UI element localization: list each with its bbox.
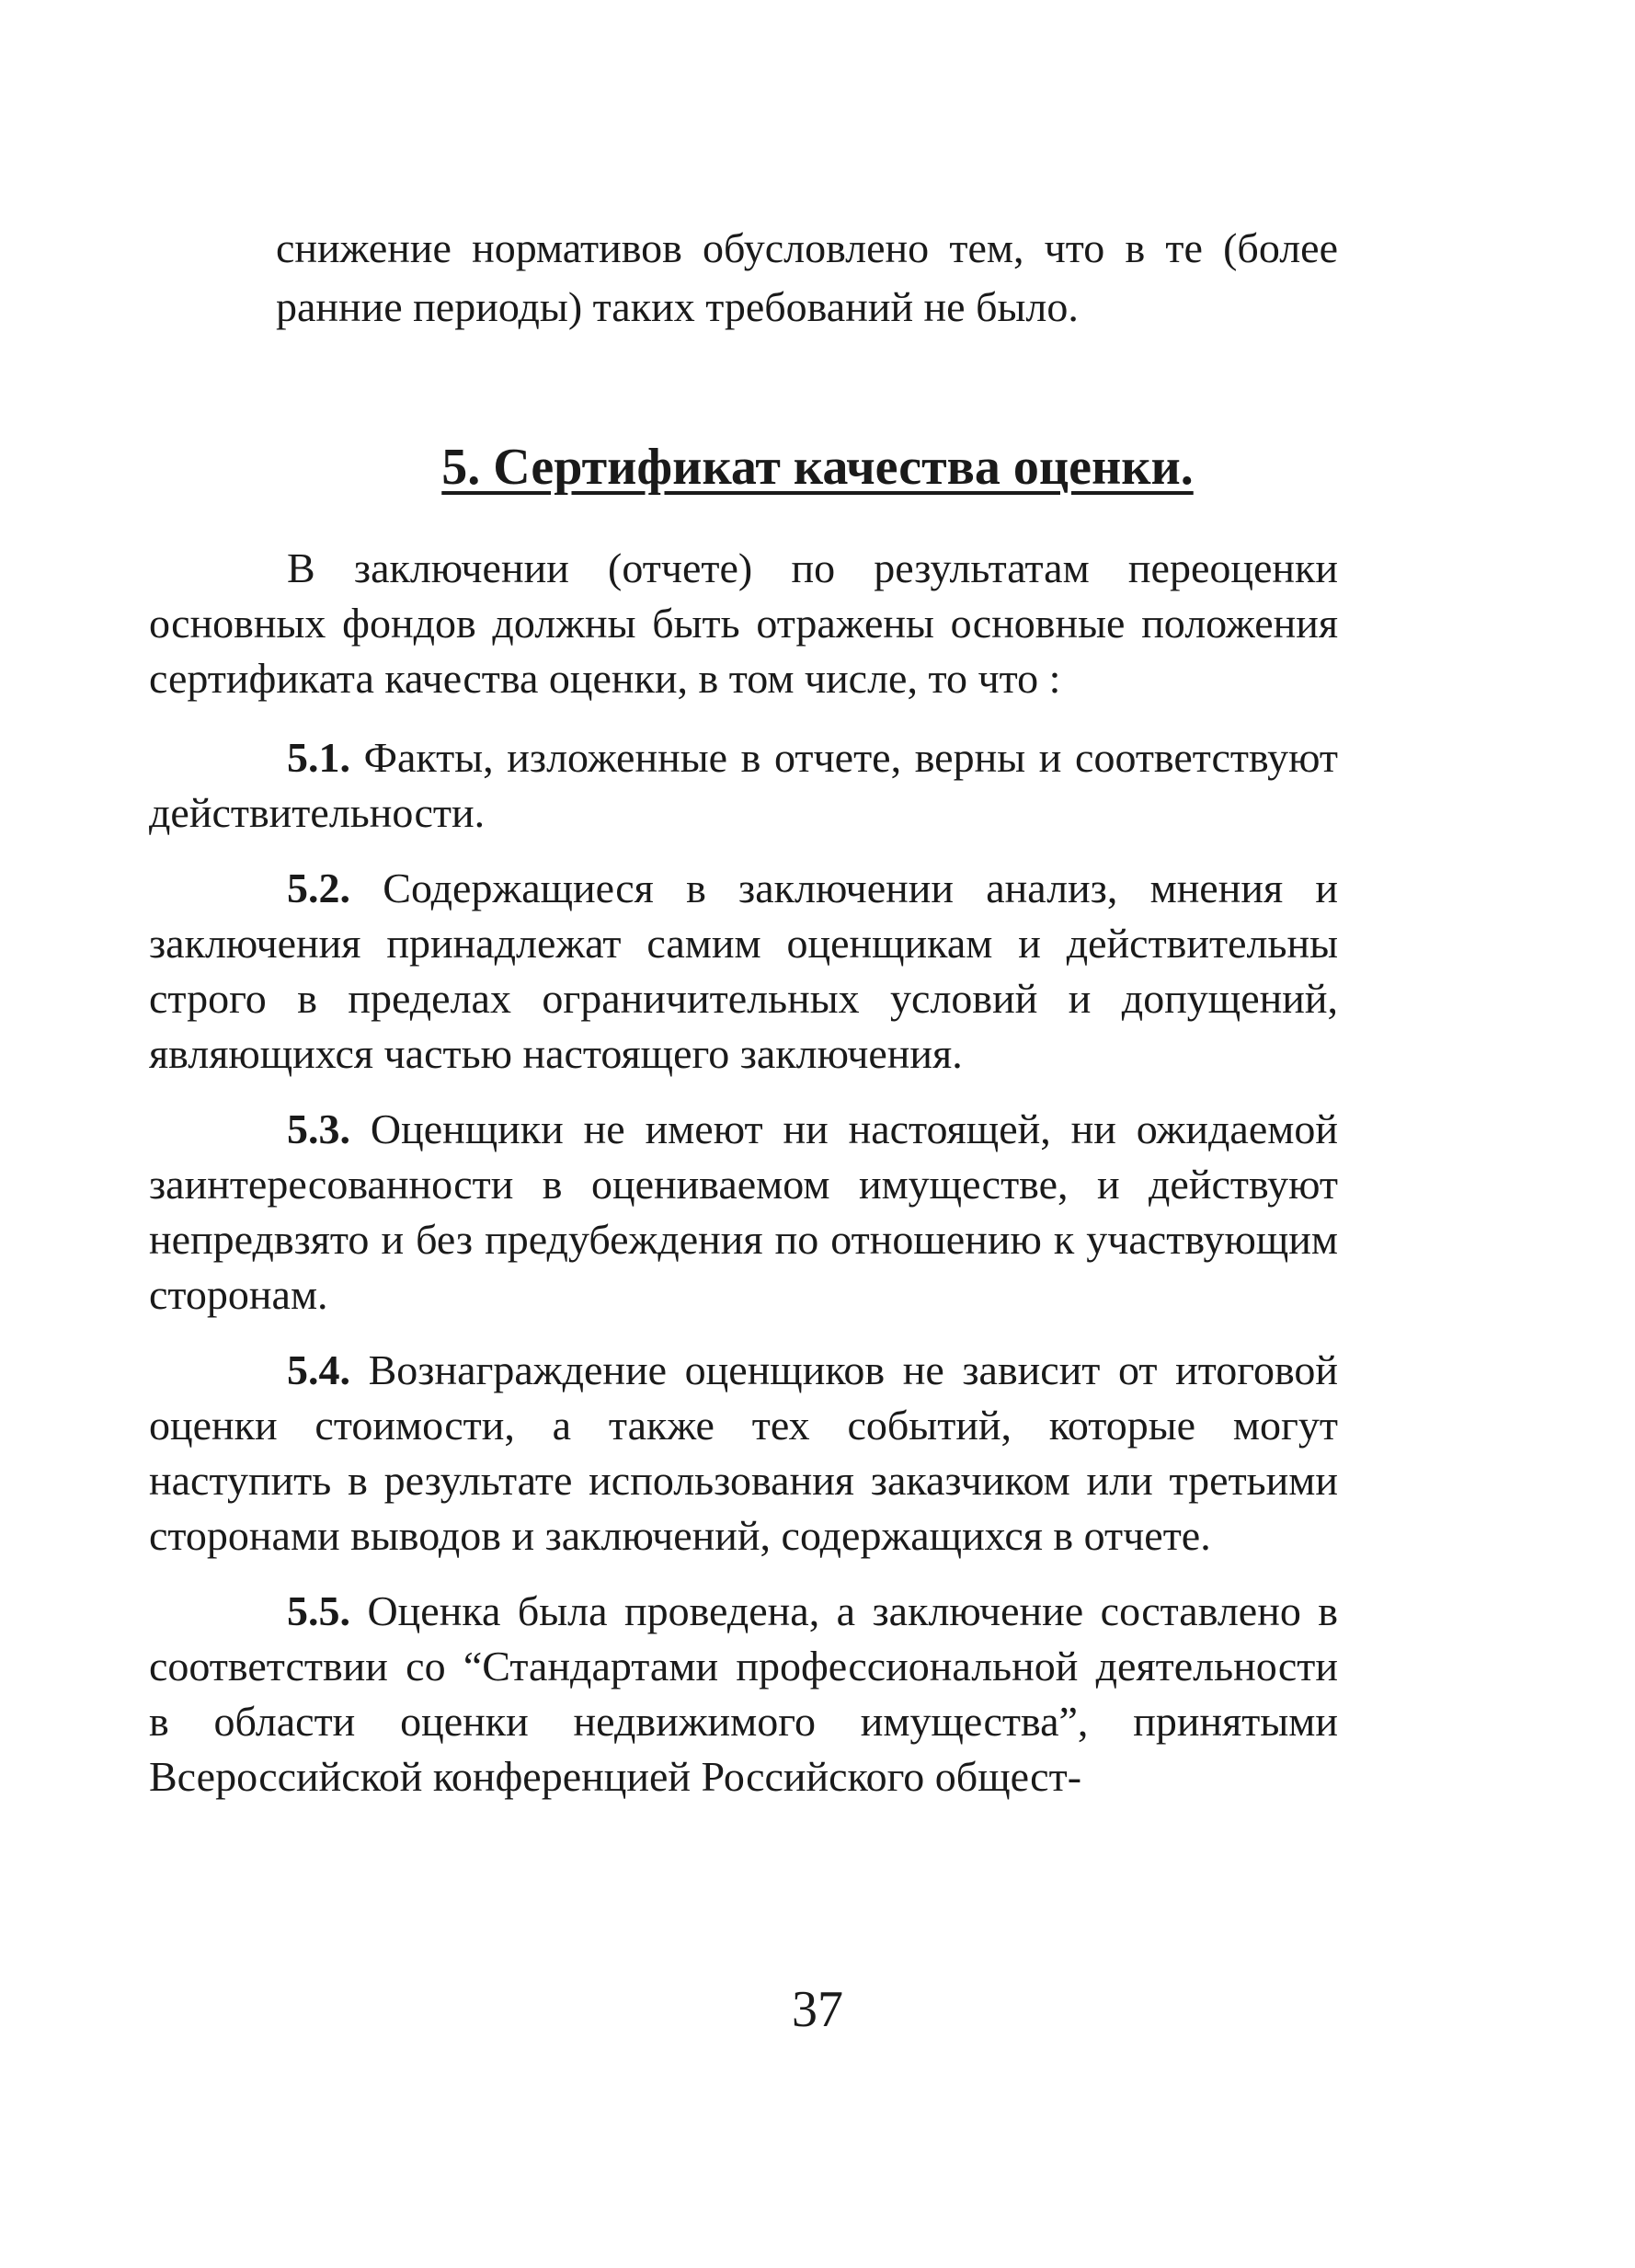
continuation-paragraph: снижение нормативов обусловлено тем, что в те (более ранние периоды) таких требований не было. — [276, 224, 1338, 330]
item-text: Факты, изложенные в отчете, верны и соответствуют действительности. — [149, 734, 1338, 836]
item-text: Вознаграждение оценщиков не зависит от итоговой оценки стоимости, а также тех событий, которые могут наступить в результате использования заказчиком или третьими сторонами выводов и заключений, содержащихся в отчете. — [149, 1346, 1338, 1559]
item-text: Содержащиеся в заключении анализ, мнения и заключения принадлежат самим оценщикам и действительны строго в пределах ограничительных условий и допущений, являющихся частью настоящего заключения. — [149, 865, 1338, 1077]
item-text: Оценка была проведена, а заключение составлено в соответствии со “Стандартами профессиональной деятельности в области оценки недвижимого имущества”, принятыми Всероссийской конференцией Российского общест- — [149, 1587, 1338, 1800]
section-title-text: 5. Сертификат качества оценки. — [441, 439, 1194, 496]
section-body — [149, 541, 1338, 1825]
list-item — [149, 730, 1338, 841]
list-item — [149, 1343, 1338, 1564]
item-number: 5.3. — [287, 1105, 350, 1152]
item-number: 5.2. — [287, 865, 350, 911]
item-text: Оценщики не имеют ни настоящей, ни ожидаемой заинтересованности в оцениваемом имуществе, и действуют непредвзято и без предубеждения по отношению к участвующим сторонам. — [149, 1105, 1338, 1318]
item-number: 5.5. — [287, 1587, 350, 1634]
item-number: 5.1. — [287, 734, 350, 781]
page-number: 37 — [792, 1981, 843, 2038]
list-item — [149, 1102, 1338, 1323]
item-number: 5.4. — [287, 1346, 350, 1393]
intro-paragraph: В заключении (отчете) по результатам переоценки основных фондов должны быть отражены основные положения сертификата качества оценки, в том числе, то что : — [149, 544, 1338, 702]
section-title — [0, 430, 1635, 504]
list-item — [149, 1584, 1338, 1804]
list-item — [149, 861, 1338, 1082]
